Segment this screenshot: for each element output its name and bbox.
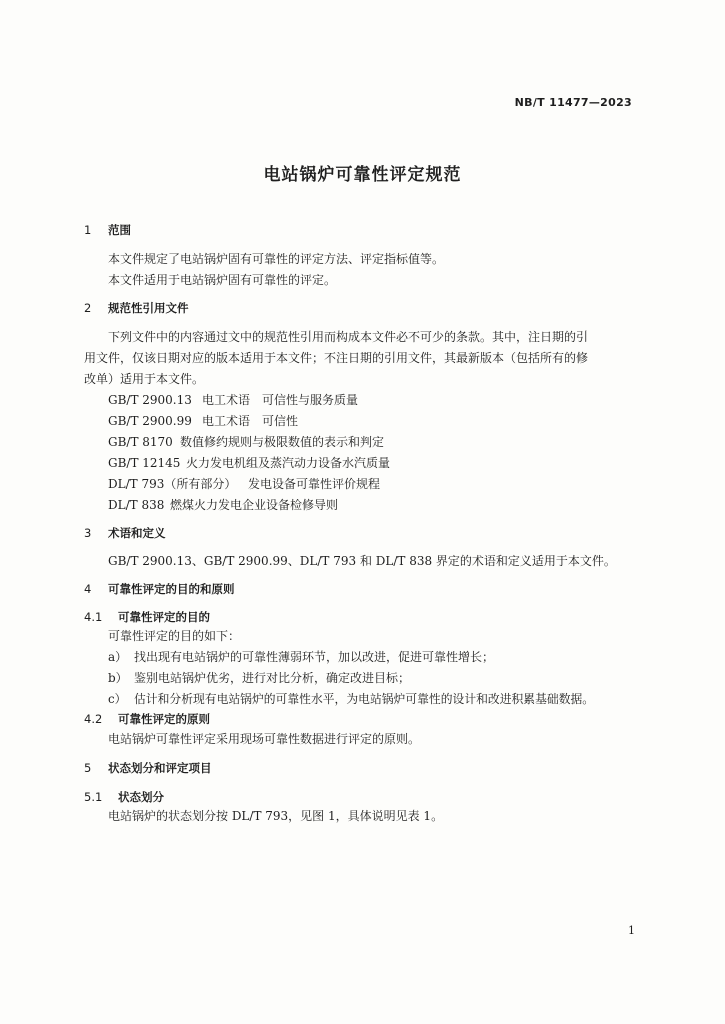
section-2-heading	[84, 300, 189, 316]
paragraph: 本文件适用于电站锅炉固有可靠性的评定。	[108, 273, 337, 287]
reference-code: DL/T 838	[108, 498, 165, 512]
subsection-title: 状态划分	[118, 790, 164, 804]
paragraph-line: 下列文件中的内容通过文中的规范性引用而构成本文件必不可少的条款。其中，注日期的引	[108, 330, 589, 344]
section-1-heading	[84, 222, 131, 238]
reference-name: 火力发电机组及蒸汽动力设备水汽质量	[186, 456, 391, 470]
page-number: 1	[628, 924, 635, 937]
subsection-4-2-heading	[84, 711, 210, 727]
list-item	[108, 670, 410, 686]
section-number: 5	[84, 761, 92, 775]
list-text: 估计和分析现有电站锅炉的可靠性水平，为电站锅炉可靠性的设计和改进积累基础数据。	[134, 692, 595, 706]
section-title: 规范性引用文件	[108, 301, 189, 315]
section-3-heading	[84, 525, 166, 541]
section-number: 1	[84, 223, 92, 237]
reference-code: GB/T 2900.13	[108, 393, 192, 407]
paragraph: 电站锅炉可靠性评定采用现场可靠性数据进行评定的原则。	[108, 732, 421, 746]
reference-code: GB/T 2900.99	[108, 414, 192, 428]
section-title: 范围	[108, 223, 131, 237]
list-text: 找出现有电站锅炉的可靠性薄弱环节，加以改进，促进可靠性增长；	[134, 650, 495, 664]
list-text: 鉴别电站锅炉优劣，进行对比分析，确定改进目标；	[134, 671, 411, 685]
reference-item	[108, 434, 384, 450]
paragraph: 可靠性评定的目的如下：	[108, 629, 241, 643]
section-title: 术语和定义	[108, 526, 166, 540]
paragraph: 电站锅炉的状态划分按 DL/T 793，见图 1，具体说明见表 1。	[108, 809, 444, 823]
paragraph: GB/T 2900.13、GB/T 2900.99、DL/T 793 和 DL/T 838 界定的术语和定义适用于本文件。	[108, 554, 616, 568]
reference-name: 燃煤火力发电企业设备检修导则	[170, 498, 339, 512]
reference-item	[108, 455, 390, 471]
section-5-heading	[84, 760, 212, 776]
section-number: 4	[84, 582, 92, 596]
reference-item	[108, 497, 338, 513]
subsection-number: 4.2	[84, 712, 103, 726]
reference-item	[108, 392, 358, 408]
subsection-number: 5.1	[84, 790, 103, 804]
list-marker: a）	[108, 650, 128, 664]
list-item	[108, 691, 594, 707]
reference-name: 发电设备可靠性评价规程	[248, 477, 381, 491]
reference-name: 电工术语 可信性	[202, 414, 299, 428]
subsection-4-1-heading	[84, 609, 210, 625]
section-number: 3	[84, 526, 92, 540]
paragraph-line: 用文件，仅该日期对应的版本适用于本文件；不注日期的引用文件，其最新版本（包括所有的修	[84, 351, 589, 365]
reference-name: 数值修约规则与极限数值的表示和判定	[180, 435, 385, 449]
paragraph: 本文件规定了电站锅炉固有可靠性的评定方法、评定指标值等。	[108, 252, 445, 266]
list-item	[108, 649, 494, 665]
reference-code: GB/T 12145	[108, 456, 181, 470]
section-title: 可靠性评定的目的和原则	[108, 582, 235, 596]
subsection-number: 4.1	[84, 610, 103, 624]
subsection-title: 可靠性评定的原则	[118, 712, 210, 726]
reference-item	[108, 413, 298, 429]
section-number: 2	[84, 301, 92, 315]
reference-code: GB/T 8170	[108, 435, 173, 449]
document-title: 电站锅炉可靠性评定规范	[263, 165, 462, 185]
reference-code: DL/T 793（所有部分）	[108, 477, 237, 491]
list-marker: c）	[108, 692, 127, 706]
reference-item	[108, 476, 380, 492]
section-title: 状态划分和评定项目	[108, 761, 212, 775]
section-4-heading	[84, 581, 235, 597]
standard-code: NB/T 11477—2023	[514, 96, 632, 109]
paragraph-line: 改单）适用于本文件。	[84, 372, 205, 386]
subsection-5-1-heading	[84, 789, 164, 805]
reference-name: 电工术语 可信性与服务质量	[202, 393, 359, 407]
subsection-title: 可靠性评定的目的	[118, 610, 210, 624]
list-marker: b）	[108, 671, 128, 685]
